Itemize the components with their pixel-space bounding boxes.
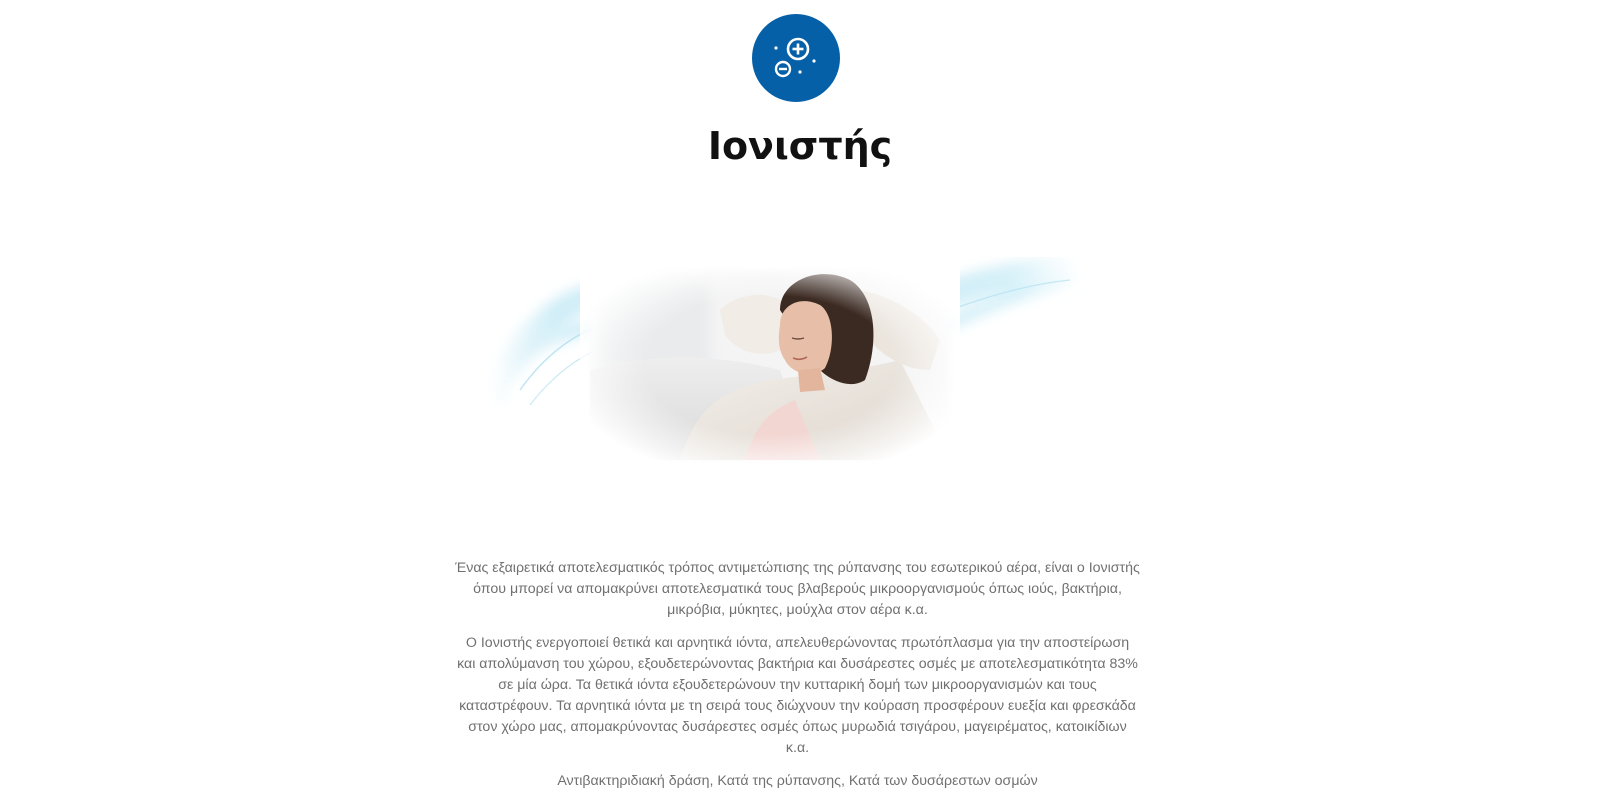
woman-relaxing-air-flow-image (480, 250, 1120, 480)
benefits-line: Αντιβακτηριδιακή δράση, Κατά της ρύπανσης, Κατά των δυσάρεστων οσμών (557, 773, 1038, 789)
description-paragraph: Ο Ιονιστής ενεργοποιεί θετικά και αρνητικά ιόντα, απελευθερώνοντας πρωτόπλασμα για την αποστείρωση και απολύμανση του χώρου, εξουδετερώνοντας βακτήρια και δυσάρεστες οσμές με αποτελεσματικότητα 83% σε μία ώρα. Τα θετικά ιόντα εξουδετερώνουν την κυτταρική δομή των μικροοργανισμών και τους καταστρέφουν. Τα αρνητικά ιόντα με τη σειρά τους διώχνουν την κούραση προσφέρουν ευεξία και φρεσκάδα στον χώρο μας, απομακρύνοντας δυσάρεστες οσμές όπως μυρωδιά τσιγάρου, μαγειρέματος, κατοικίδιων κ.α. (457, 635, 1138, 756)
feature-title: Ιονιστής (707, 124, 893, 168)
description-paragraph: Ένας εξαιρετικά αποτελεσματικός τρόπος αντιμετώπισης της ρύπανσης του εσωτερικού αέρα, είναι ο Ιονιστής όπου μπορεί να απομακρύνει αποτελεσματικά τους βλαβερούς μικροοργανισμούς όπως ιούς, βακτήρια, μικρόβια, μύκητες, μούχλα στον αέρα κ.α. (455, 560, 1140, 618)
feature-description (455, 558, 1140, 804)
ionizer-icon (752, 14, 840, 102)
